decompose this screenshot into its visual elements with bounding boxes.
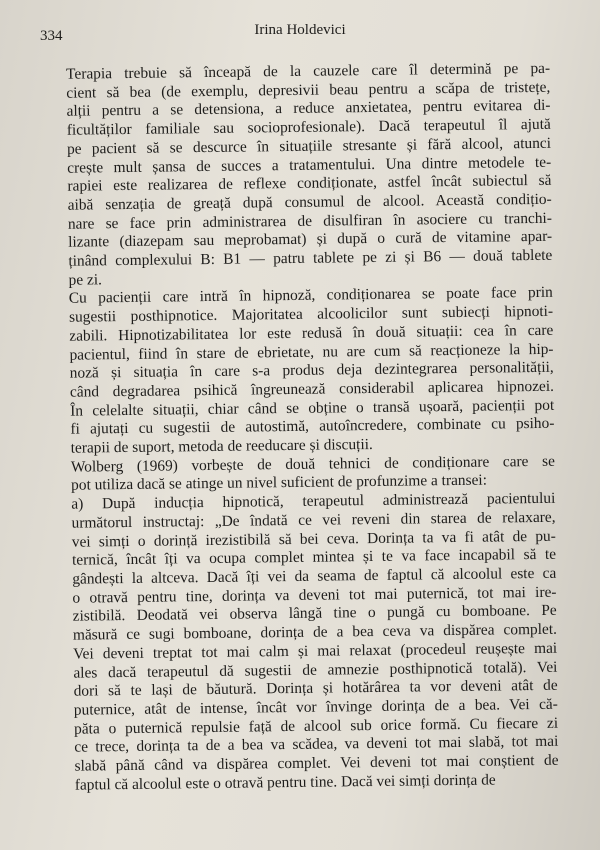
text-line: pe zi. <box>68 271 103 289</box>
text-line: măsură ce sugi bomboane, dorința de a bea ceva va dispărea complet. <box>72 620 558 644</box>
text-line: terapii de suport, metoda de reeducare și discuții. <box>70 436 373 457</box>
text-line: faptul că alcoolul este o otravă pentru tine. Dacă vei simți dorința de <box>74 771 496 794</box>
text-line: rapiei este realizarea de reflexe condiționate, astfel încât subiectul să <box>67 172 552 195</box>
text-line: când degradarea psihică îngreunează considerabil aplicarea hipnozei. <box>69 377 555 401</box>
text-line: ternică, încât îți va ocupa complet mintea și te va face incapabil să te <box>71 546 557 569</box>
text-line: o otravă pentru tine, dorința va deveni tot mai puternică, tot mai ire- <box>72 583 557 607</box>
body-text <box>42 60 559 796</box>
text-line: fi ajutați cu sugestii de autostimă, autoîncredere, combinate cu psiho- <box>70 415 555 439</box>
text-line: cient să bea (de exemplu, depresivii beau pentru a scăpa de tristețe, <box>66 78 551 102</box>
text-line: puternice, atât de intense, încât vor învinge dorința de a bea. Vei că- <box>73 695 558 719</box>
text-line: ficultăților familiale sau socioprofesionale). Dacă terapeutul îl ajută <box>66 115 551 139</box>
text-line: crește mult șansa de succes a tratamentului. Una dintre metodele te- <box>67 153 552 177</box>
text-line: Wolberg (1969) vorbește de două tehnici de condiționare care se <box>70 452 555 476</box>
text-line: dori să te lași de băutură. Dorința și hotărârea ta vor deveni atât de <box>73 676 558 700</box>
text-line: sugestii posthipnotice. Majoritatea alcoolicilor sunt subiecți hipnoti- <box>68 302 554 326</box>
text-line: vei simți o dorință irezistibilă să bei ceva. Dorința ta va fi atât de pu- <box>71 527 556 551</box>
text-line: nare se face prin administrarea de disulfiran în asociere cu tranchi- <box>67 209 552 233</box>
text-line: gândești la altceva. Dacă îți vei da seama de faptul că alcoolul este ca <box>72 564 557 588</box>
text-line: păta o puternică repulsie față de alcool sub orice formă. Cu fiecare zi <box>73 714 559 738</box>
running-head: Irina Holdevici <box>254 22 346 38</box>
paragraph <box>42 60 553 291</box>
page-header <box>40 22 560 44</box>
text-line: pe pacient să se descurce în situațiile stresante și fără alcool, atunci <box>66 134 552 158</box>
text-line: Cu pacienții care intră în hipnoză, condiționarea se poate face prin <box>68 284 553 308</box>
text-line: lizante (diazepam sau meprobamat) și după o cură de vitamine apar- <box>68 228 553 252</box>
text-line: aibă senzația de greață după consumul de alcool. Această condițio- <box>67 190 552 214</box>
text-line: ales dacă terapeutul dă sugestii de amnezie posthipnotică totală). Vei <box>73 658 558 682</box>
text-line: următorul instructaj: „De îndată ce vei reveni din starea de relaxare, <box>71 508 556 532</box>
text-line: noză și situația în care s-a produs deja dezintegrarea personalității, <box>69 359 554 382</box>
text-line: a) După inducția hipnotică, terapeutul administrează pacientului <box>71 489 556 513</box>
text-line: pacientul, fiind în stare de ebrietate, nu are cum să reacționeze la hip- <box>69 340 554 364</box>
text-line: ce trece, dorința ta de a bea va scădea, va deveni tot mai slabă, tot mai <box>74 733 559 756</box>
paragraph <box>45 284 555 459</box>
text-line: slabă până când va dispărea complet. Vei deveni tot mai conștient de <box>74 751 559 775</box>
text-line: alții pentru a se detensiona, a reduce anxietatea, pentru evitarea di- <box>66 97 551 121</box>
text-line: zabili. Hipnotizabilitatea lor este redusă în două situații: cea în care <box>69 321 554 345</box>
text-line: În celelalte situații, chiar când se obține o transă ușoară, pacienții pot <box>70 396 555 420</box>
text-line: pot utiliza dacă se atinge un nivel suficient de profunzime a transei: <box>71 472 488 495</box>
text-line: Terapia trebuie să înceapă de la cauzele care îl determină pe pa- <box>65 59 551 83</box>
paragraph <box>47 453 555 497</box>
paragraph <box>47 490 559 795</box>
page-number: 334 <box>40 28 63 44</box>
text-line: ținând complexului B: B1 — patru tablete pe zi și B6 — două tablete <box>68 246 553 270</box>
text-line: zistibilă. Deodată vei observa lângă tine o pungă cu bomboane. Pe <box>72 602 557 626</box>
text-line: Vei deveni treptat tot mai calm și mai relaxat (procedeul reușește mai <box>73 639 558 663</box>
